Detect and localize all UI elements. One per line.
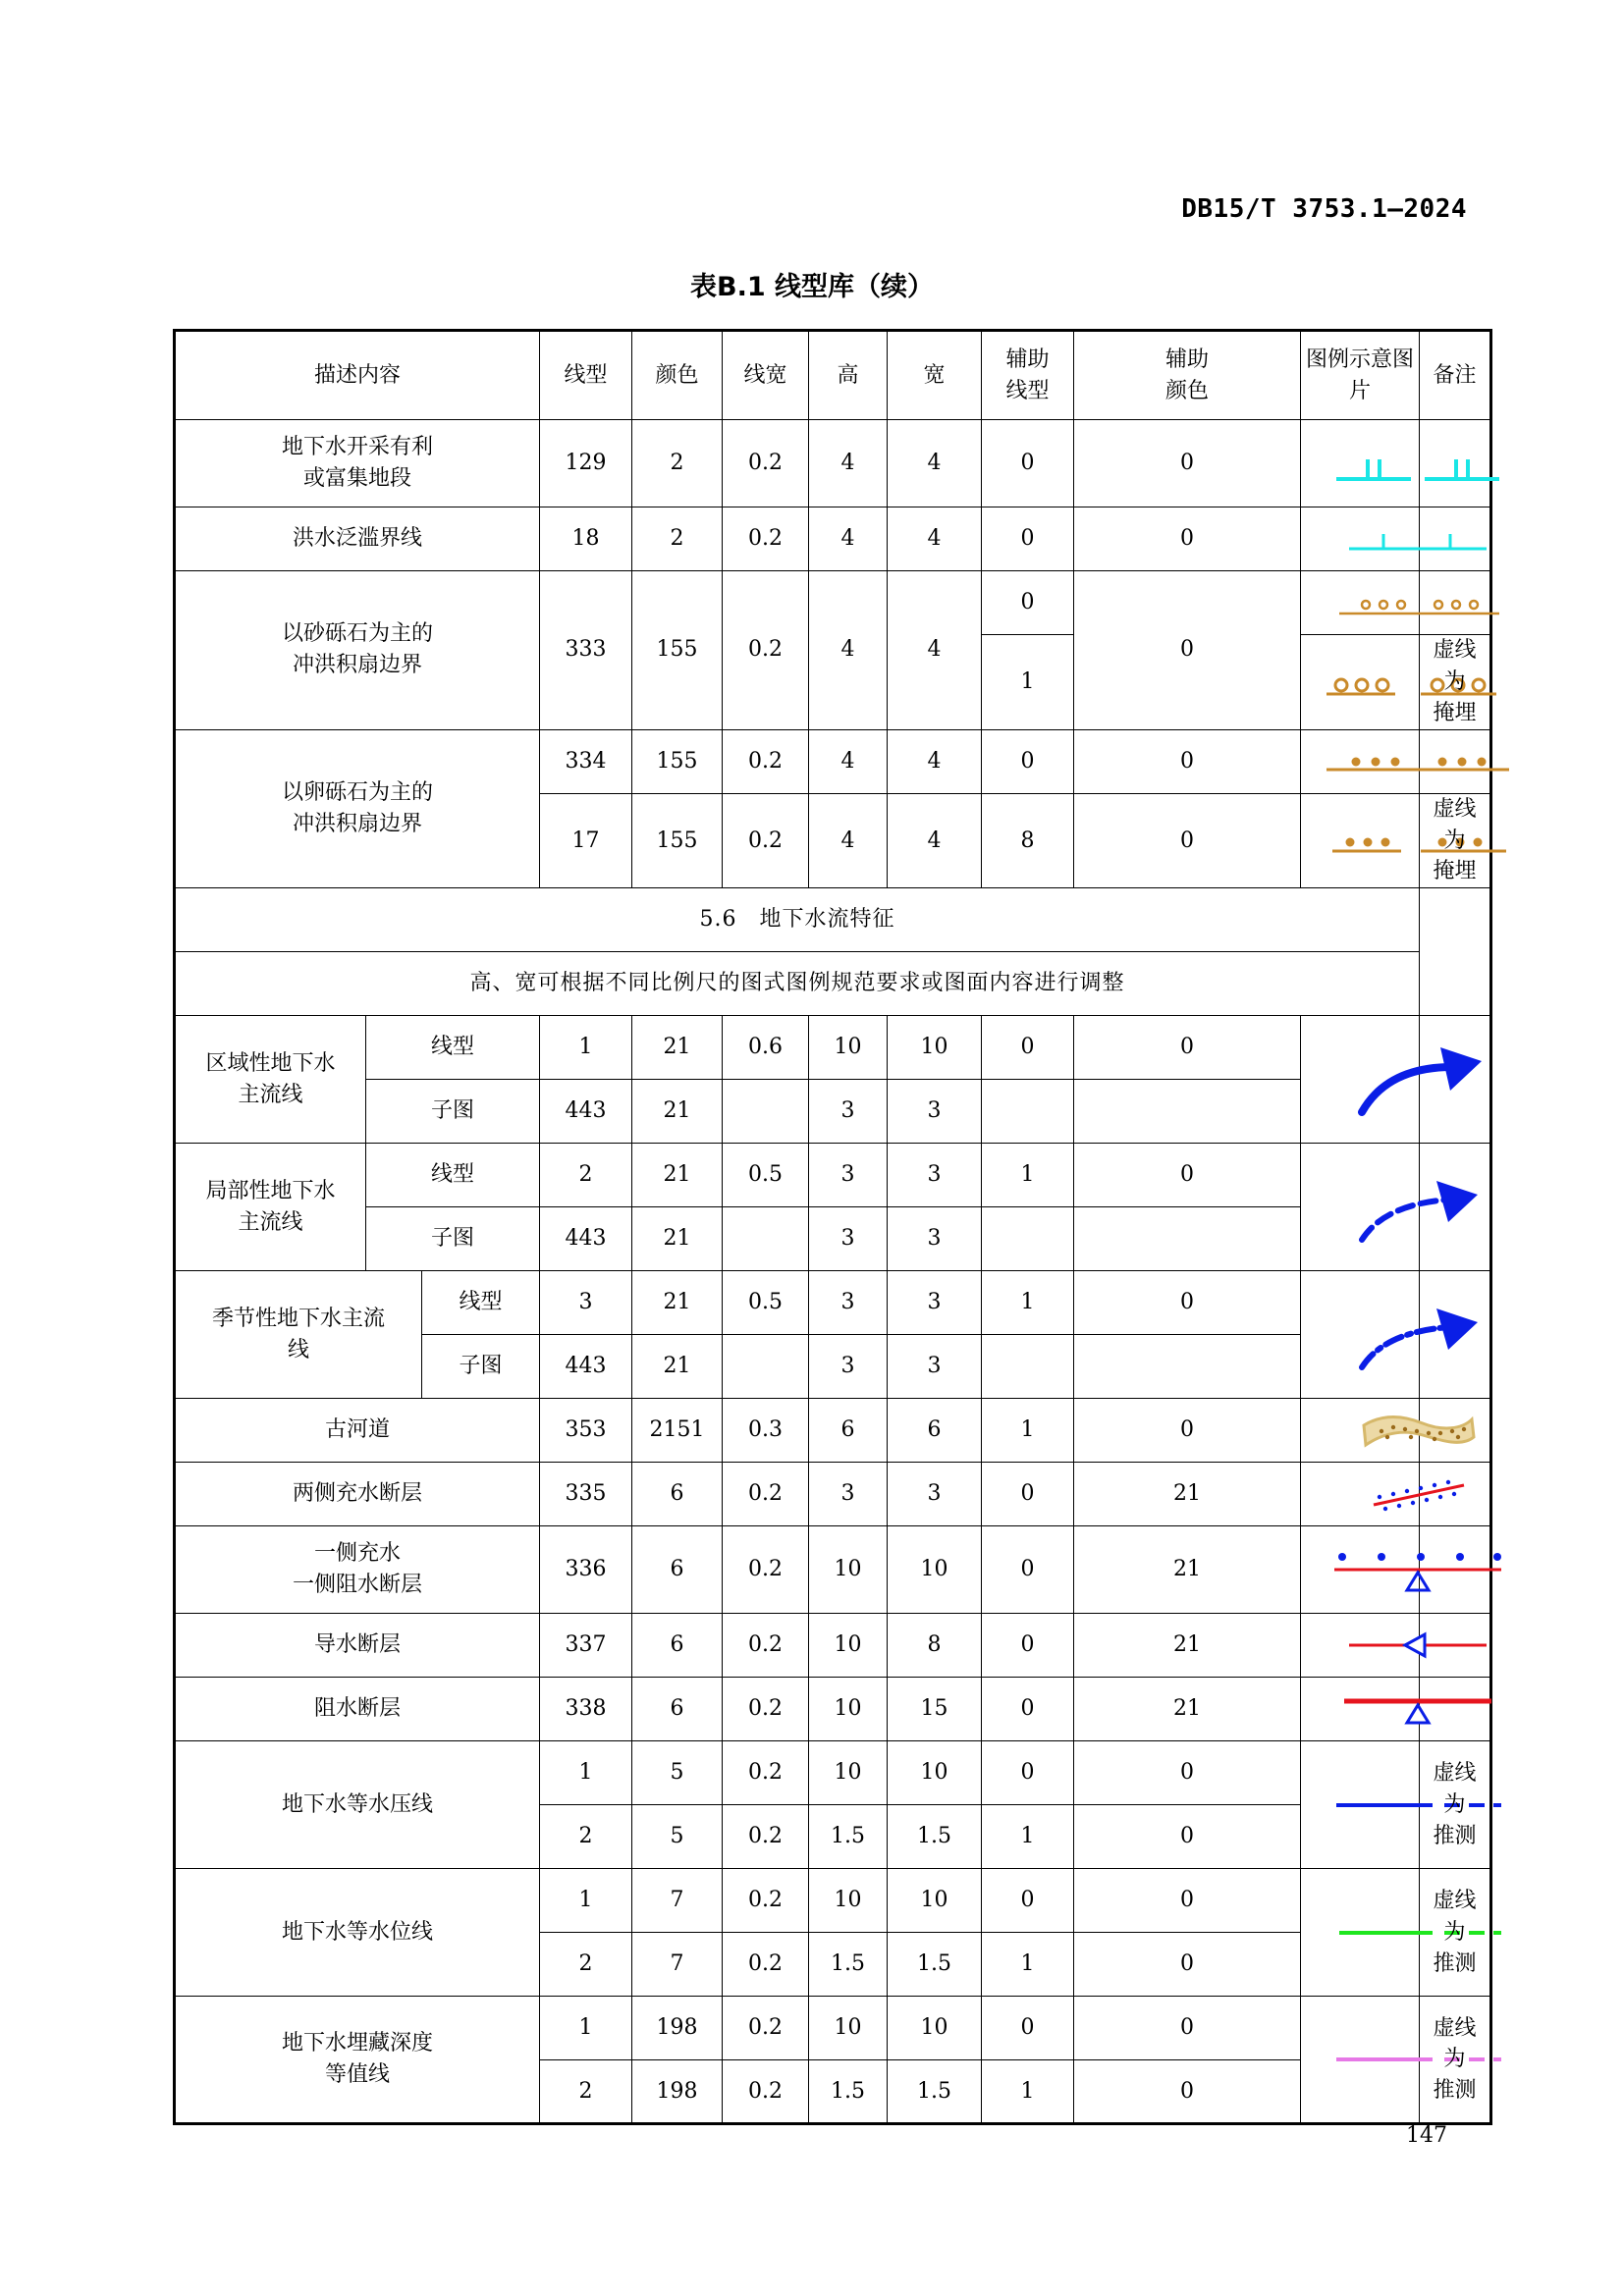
cell: 10: [888, 1016, 982, 1080]
cell: 0: [1074, 1399, 1301, 1463]
cell: [723, 1335, 809, 1399]
section-row: [175, 888, 1491, 952]
cell: 0: [1074, 507, 1301, 571]
cell: 8: [888, 1614, 982, 1678]
table-row: [175, 1399, 1491, 1463]
note-cell: [1420, 1678, 1491, 1741]
cell: 21: [632, 1207, 723, 1271]
cell: 0: [1074, 571, 1301, 730]
col-header-note: 备注: [1420, 331, 1491, 420]
note-cell: [1420, 571, 1491, 635]
table-row: [175, 1207, 1491, 1271]
cell: 21: [632, 1271, 723, 1335]
cell: 333: [540, 571, 632, 730]
cell: 0: [1074, 1805, 1301, 1869]
cell: [982, 1335, 1074, 1399]
cell: 6: [888, 1399, 982, 1463]
sub-label: 线型: [366, 1144, 540, 1207]
section-note: 高、宽可根据不同比例尺的图式图例规范要求或图面内容进行调整: [175, 952, 1420, 1016]
legend-cell: [1301, 1399, 1420, 1463]
legend-cell: [1301, 507, 1420, 571]
cell: 0: [982, 1869, 1074, 1933]
cell: [1074, 1080, 1301, 1144]
cell: 0.2: [723, 729, 809, 793]
cell: 2: [632, 507, 723, 571]
legend-cell: [1301, 1614, 1420, 1678]
cell: 0.2: [723, 1463, 809, 1526]
cell: 0.2: [723, 793, 809, 888]
cell: 1: [540, 1869, 632, 1933]
cell: 3: [888, 1144, 982, 1207]
table-row: [175, 1614, 1491, 1678]
cell: 0.2: [723, 1741, 809, 1805]
cell: 0.2: [723, 1997, 809, 2060]
legend-cell: [1301, 1678, 1420, 1741]
legend-cell: [1301, 1271, 1420, 1399]
cell: 337: [540, 1614, 632, 1678]
col-header-color: 颜色: [632, 331, 723, 420]
cell: 353: [540, 1399, 632, 1463]
header-row: [175, 331, 1491, 420]
cell: 5: [632, 1741, 723, 1805]
cell: 443: [540, 1207, 632, 1271]
legend-cell: [1301, 1997, 1420, 2124]
cell: 0: [1074, 1997, 1301, 2060]
cell: 0: [1074, 793, 1301, 888]
cell: 2: [540, 2060, 632, 2124]
cell: 0.2: [723, 571, 809, 730]
cell: 3: [888, 1080, 982, 1144]
table-row: [175, 1016, 1491, 1080]
legend-cell: [1301, 420, 1420, 507]
row-desc: 地下水等水压线: [175, 1741, 540, 1869]
cell: 198: [632, 1997, 723, 2060]
ancient-channel-symbol: [1305, 1404, 1532, 1458]
cell: 2: [632, 420, 723, 507]
cell: 0: [982, 571, 1074, 635]
table-row: [175, 507, 1491, 571]
cell: 335: [540, 1463, 632, 1526]
cell: 0: [982, 1614, 1074, 1678]
gravel-fan-symbol: [1305, 578, 1532, 627]
cell: 338: [540, 1678, 632, 1741]
legend-cell: [1301, 729, 1420, 793]
burial-depth-line-symbol: [1305, 2040, 1532, 2079]
gravel-fan-buried-symbol: [1305, 653, 1532, 712]
sub-label: 子图: [366, 1207, 540, 1271]
cell: 21: [1074, 1678, 1301, 1741]
cell: 0: [982, 1463, 1074, 1526]
line-type-table: [173, 329, 1492, 2125]
cell: 7: [632, 1869, 723, 1933]
sub-label: 线型: [422, 1271, 540, 1335]
cell: [1074, 1335, 1301, 1399]
conductive-fault-symbol: [1305, 1619, 1532, 1673]
cell: 4: [809, 729, 888, 793]
cell: 10: [809, 1614, 888, 1678]
col-header-legend: 图例示意图片: [1301, 331, 1420, 420]
cell: 1: [540, 1741, 632, 1805]
cell: 3: [888, 1335, 982, 1399]
cell: 10: [888, 1869, 982, 1933]
row-desc: 地下水埋藏深度 等值线: [175, 1997, 540, 2124]
regional-flow-arrow-symbol: [1305, 1026, 1532, 1134]
row-desc: 导水断层: [175, 1614, 540, 1678]
cell: 21: [1074, 1526, 1301, 1614]
cell: 17: [540, 793, 632, 888]
table-row: [175, 1869, 1491, 1933]
cell: 129: [540, 420, 632, 507]
legend-cell: [1301, 793, 1420, 888]
cell: 0.2: [723, 1869, 809, 1933]
cell: 0: [1074, 1741, 1301, 1805]
cell: 21: [632, 1335, 723, 1399]
note-cell: [1420, 507, 1491, 571]
cell: 2: [540, 1805, 632, 1869]
cell: 4: [888, 729, 982, 793]
cell: 10: [809, 1678, 888, 1741]
cell: 1: [540, 1997, 632, 2060]
cell: 4: [809, 507, 888, 571]
cell: 4: [888, 420, 982, 507]
document-code: DB15/T 3753.1—2024: [1181, 194, 1467, 224]
cell: 0.2: [723, 2060, 809, 2124]
cell: 2: [540, 1933, 632, 1997]
table-row: [175, 1997, 1491, 2060]
cell: 0: [982, 1526, 1074, 1614]
cell: [982, 1080, 1074, 1144]
row-desc: 区域性地下水 主流线: [175, 1016, 366, 1144]
cell: 0.2: [723, 1678, 809, 1741]
cell: 3: [888, 1207, 982, 1271]
table-row: [175, 420, 1491, 507]
cell: 0.2: [723, 420, 809, 507]
cell: 0.6: [723, 1016, 809, 1080]
cell: 21: [1074, 1614, 1301, 1678]
cell: 3: [809, 1080, 888, 1144]
cell: 0: [982, 729, 1074, 793]
cell: 3: [809, 1144, 888, 1207]
cell: 0: [1074, 1144, 1301, 1207]
cell: 1.5: [888, 1805, 982, 1869]
pebble-fan-symbol: [1305, 737, 1532, 786]
cell: 1.5: [888, 1933, 982, 1997]
legend-cell: [1301, 1144, 1420, 1271]
cell: 1.5: [809, 1805, 888, 1869]
cell: 3: [809, 1207, 888, 1271]
cell: 0: [982, 1741, 1074, 1805]
cell: 5: [632, 1805, 723, 1869]
col-header-breadth: 宽: [888, 331, 982, 420]
cell: 6: [632, 1614, 723, 1678]
cell: 1.5: [888, 2060, 982, 2124]
cell: 0.3: [723, 1399, 809, 1463]
table-title: 表B.1 线型库（续）: [689, 272, 935, 302]
cell: 21: [632, 1080, 723, 1144]
col-header-linetype: 线型: [540, 331, 632, 420]
cell: 1: [982, 635, 1074, 730]
cell: 4: [809, 571, 888, 730]
table-row: [175, 1080, 1491, 1144]
cell: 0: [982, 507, 1074, 571]
cell: 1: [540, 1016, 632, 1080]
row-desc: 洪水泛滥界线: [175, 507, 540, 571]
sub-label: 子图: [422, 1335, 540, 1399]
col-header-desc: 描述内容: [175, 331, 540, 420]
table-row: [175, 1463, 1491, 1526]
row-desc: 古河道: [175, 1399, 540, 1463]
double-water-fault-symbol: [1305, 1468, 1532, 1522]
cell: 1: [982, 1805, 1074, 1869]
cell: 0: [1074, 2060, 1301, 2124]
page-number: 147: [1406, 2123, 1447, 2148]
section-note-row: [175, 952, 1491, 1016]
cell: 10: [888, 1997, 982, 2060]
cell: 10: [888, 1741, 982, 1805]
col-header-aux-color: 辅助 颜色: [1074, 331, 1301, 420]
table-row: [175, 1678, 1491, 1741]
cell: 4: [888, 507, 982, 571]
cell: 10: [809, 1016, 888, 1080]
cell: 0: [1074, 1016, 1301, 1080]
legend-cell: [1301, 1741, 1420, 1869]
local-flow-arrow-symbol: [1305, 1153, 1532, 1261]
legend-cell: [1301, 1869, 1420, 1997]
row-desc: 一侧充水 一侧阻水断层: [175, 1526, 540, 1614]
cell: 6: [632, 1526, 723, 1614]
cell: 10: [809, 1526, 888, 1614]
note-cell: 虚线为 掩埋: [1420, 635, 1491, 730]
cell: 3: [888, 1271, 982, 1335]
row-desc: 以砂砾石为主的 冲洪积扇边界: [175, 571, 540, 730]
cell: 336: [540, 1526, 632, 1614]
cell: [723, 1207, 809, 1271]
seasonal-flow-arrow-symbol: [1305, 1281, 1532, 1389]
cell: 6: [632, 1463, 723, 1526]
note-cell: 虚线为 掩埋: [1420, 793, 1491, 888]
cell: 21: [632, 1016, 723, 1080]
cell: 2: [540, 1144, 632, 1207]
cell: 0: [1074, 1869, 1301, 1933]
cell: 0: [1074, 1271, 1301, 1335]
cell: 0: [982, 1997, 1074, 2060]
favorable-zone-symbol: [1305, 434, 1532, 493]
cell: 0.2: [723, 1805, 809, 1869]
legend-cell: [1301, 571, 1420, 635]
cell: 0.2: [723, 1526, 809, 1614]
cell: 10: [888, 1526, 982, 1614]
row-desc: 阻水断层: [175, 1678, 540, 1741]
legend-cell: [1301, 1526, 1420, 1614]
cell: 21: [632, 1144, 723, 1207]
table-row: [175, 729, 1491, 793]
table-row: [175, 1271, 1491, 1335]
flood-boundary-symbol: [1305, 514, 1532, 563]
cell: 1.5: [809, 1933, 888, 1997]
cell: [723, 1080, 809, 1144]
cell: 3: [809, 1335, 888, 1399]
col-header-width: 线宽: [723, 331, 809, 420]
cell: 1: [982, 1271, 1074, 1335]
section-heading: 5.6 地下水流特征: [175, 888, 1420, 952]
legend-cell: [1301, 635, 1420, 730]
legend-cell: [1301, 1016, 1420, 1144]
cell: 0: [1074, 1933, 1301, 1997]
cell: 21: [1074, 1463, 1301, 1526]
table-row: [175, 1144, 1491, 1207]
note-cell: 虚线为 推测: [1420, 1869, 1491, 1997]
cell: 443: [540, 1080, 632, 1144]
sub-label: 线型: [366, 1016, 540, 1080]
legend-cell: [1301, 1463, 1420, 1526]
cell: 10: [809, 1997, 888, 2060]
cell: 7: [632, 1933, 723, 1997]
cell: 443: [540, 1335, 632, 1399]
one-side-water-fault-symbol: [1305, 1535, 1532, 1604]
cell: 0.2: [723, 1933, 809, 1997]
row-desc: 地下水等水位线: [175, 1869, 540, 1997]
isopiestic-line-symbol: [1305, 1786, 1532, 1825]
cell: [1074, 1207, 1301, 1271]
cell: 0: [982, 1016, 1074, 1080]
cell: 2151: [632, 1399, 723, 1463]
table-row: [175, 1741, 1491, 1805]
cell: 0.2: [723, 1614, 809, 1678]
cell: 198: [632, 2060, 723, 2124]
cell: 155: [632, 571, 723, 730]
cell: 0: [1074, 420, 1301, 507]
cell: 3: [809, 1463, 888, 1526]
note-cell: 虚线为 推测: [1420, 1741, 1491, 1869]
cell: 0.2: [723, 507, 809, 571]
cell: 0.5: [723, 1271, 809, 1335]
cell: 18: [540, 507, 632, 571]
cell: [982, 1207, 1074, 1271]
cell: 1: [982, 1399, 1074, 1463]
row-desc: 两侧充水断层: [175, 1463, 540, 1526]
cell: 0: [982, 1678, 1074, 1741]
cell: 15: [888, 1678, 982, 1741]
cell: 155: [632, 793, 723, 888]
cell: 3: [809, 1271, 888, 1335]
row-desc: 地下水开采有利 或富集地段: [175, 420, 540, 507]
table-row: [175, 571, 1491, 635]
cell: 4: [888, 571, 982, 730]
note-cell: 虚线为 推测: [1420, 1997, 1491, 2124]
cell: 6: [809, 1399, 888, 1463]
table-row: [175, 1526, 1491, 1614]
water-blocking-fault-symbol: [1305, 1680, 1532, 1738]
cell: 4: [888, 793, 982, 888]
water-level-line-symbol: [1305, 1913, 1532, 1952]
cell: 334: [540, 729, 632, 793]
cell: 0: [982, 420, 1074, 507]
cell: 3: [540, 1271, 632, 1335]
sub-label: 子图: [366, 1080, 540, 1144]
cell: 4: [809, 793, 888, 888]
cell: 0: [1074, 729, 1301, 793]
cell: 4: [809, 420, 888, 507]
cell: 3: [888, 1463, 982, 1526]
row-desc: 以卵砾石为主的 冲洪积扇边界: [175, 729, 540, 888]
col-header-height: 高: [809, 331, 888, 420]
col-header-aux-type: 辅助 线型: [982, 331, 1074, 420]
cell: 8: [982, 793, 1074, 888]
cell: 1.5: [809, 2060, 888, 2124]
cell: 1: [982, 2060, 1074, 2124]
cell: 6: [632, 1678, 723, 1741]
cell: 1: [982, 1933, 1074, 1997]
row-desc: 局部性地下水 主流线: [175, 1144, 366, 1271]
pebble-fan-buried-symbol: [1305, 812, 1532, 871]
cell: 0.5: [723, 1144, 809, 1207]
row-desc: 季节性地下水主流 线: [175, 1271, 422, 1399]
cell: 10: [809, 1869, 888, 1933]
cell: 1: [982, 1144, 1074, 1207]
cell: 155: [632, 729, 723, 793]
cell: 10: [809, 1741, 888, 1805]
